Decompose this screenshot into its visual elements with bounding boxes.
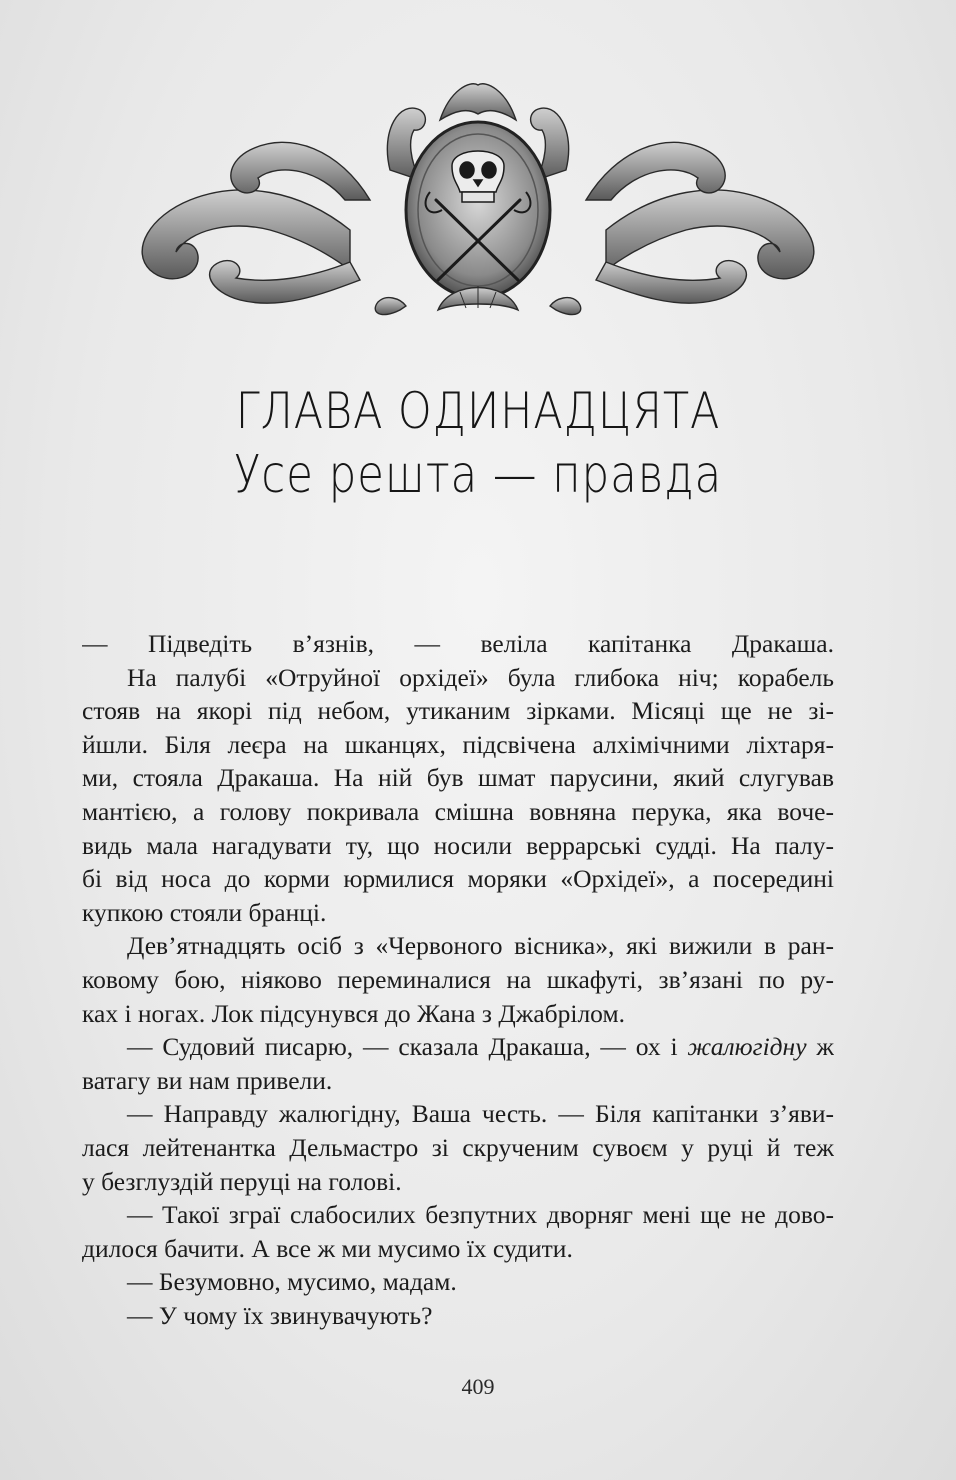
text-line: бі від носа до корми юрмилися моряки «Орхідеї», а посередині bbox=[82, 864, 834, 894]
skull-crossed-swords-cartouche-icon bbox=[120, 80, 836, 330]
text-line: йшли. Біля леєра на шканцях, підсвічена алхімічними ліхтаря- bbox=[82, 729, 834, 759]
text-segment-italic: жалюгідну bbox=[687, 1032, 807, 1062]
page-number: 409 bbox=[461, 1374, 495, 1399]
text-line: мантією, а голову покривала смішна вовняна перука, яка воче- bbox=[82, 796, 834, 826]
text-line: ковому бою, ніяково переминалися на шкафуті, зв’язані по ру- bbox=[82, 964, 834, 994]
text-line: купкою стояли бранці. bbox=[82, 897, 327, 927]
text-line: — Безумовно, мусимо, мадам. bbox=[127, 1267, 457, 1297]
text-segment: — Судовий писарю, — сказала Дракаша, — ох і bbox=[127, 1032, 688, 1062]
text-line: ках і ногах. Лок підсунувся до Жана з Джабрілом. bbox=[82, 998, 625, 1028]
text-line: лася лейтенантка Дельмастро зі скрученим сувоєм у руці й теж bbox=[82, 1132, 834, 1162]
text-line: дилося бачити. А все ж ми мусимо їх судити. bbox=[82, 1233, 573, 1263]
text-line: видь мала нагадувати ту, що носили веррарські судді. На палу- bbox=[82, 830, 834, 860]
text-line: ватагу ви нам привели. bbox=[82, 1065, 333, 1095]
text-line: ми, стояла Дракаша. На ній був шмат парусини, який слугував bbox=[82, 763, 834, 793]
text-line: — Такої зграї слабосилих безпутних дворняг мені ще не дово- bbox=[127, 1200, 834, 1230]
text-line-mixed bbox=[82, 1030, 834, 1064]
text-line: — У чому їх звинувачують? bbox=[127, 1300, 433, 1330]
text-segment: ж bbox=[806, 1032, 834, 1062]
text-line: — Підведіть в’язнів, — веліла капітанка Дракаша. bbox=[82, 629, 834, 658]
text-line: На палубі «Отруйної орхідеї» була глибока ніч; корабель bbox=[127, 662, 834, 692]
chapter-text bbox=[82, 627, 834, 1332]
chapter-title: ГЛАВА ОДИНАДЦЯТА bbox=[235, 382, 721, 440]
text-line: Дев’ятнадцять осіб з «Червоного вісника», які вижили в ран- bbox=[127, 931, 834, 961]
chapter-subtitle: Усе решта — правда bbox=[233, 445, 723, 505]
text-line: стояв на якорі під небом, утиканим зірками. Місяці ще не зі- bbox=[82, 696, 834, 726]
text-line: — Направду жалюгідну, Ваша честь. — Біля капітанки з’яви- bbox=[127, 1099, 834, 1129]
text-line: у безглуздій перуці на голові. bbox=[82, 1166, 402, 1196]
